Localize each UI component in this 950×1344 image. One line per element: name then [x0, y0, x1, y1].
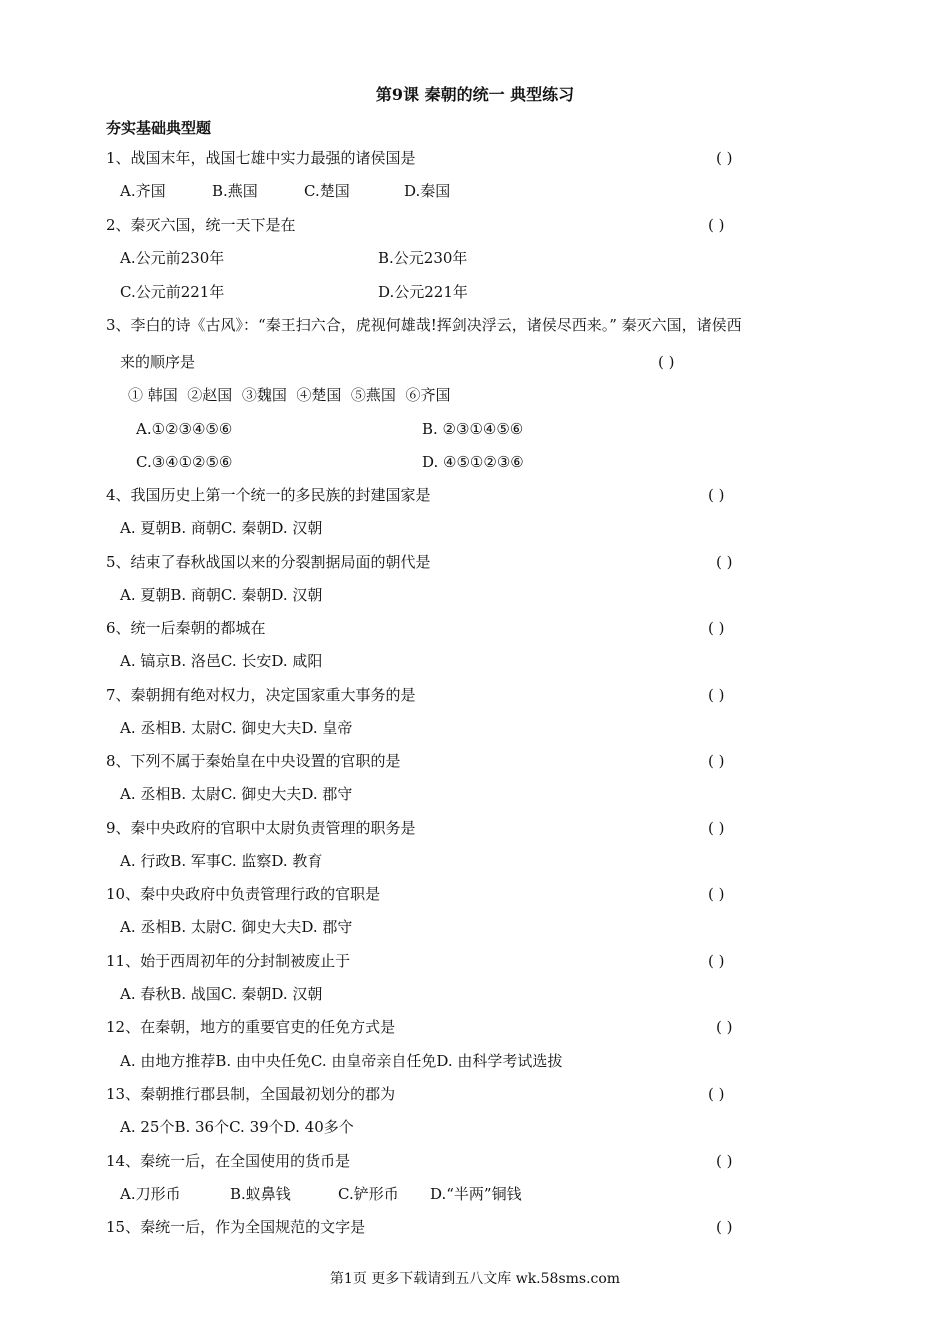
q8-options: A. 丞相B. 太尉C. 御史大夫D. 郡守	[120, 785, 353, 803]
question-7: 7、秦朝拥有绝对权力，决定国家重大事务的是	[106, 686, 416, 704]
question-1: 1、战国末年，战国七雄中实力最强的诸侯国是	[106, 149, 416, 167]
answer-paren-15: ( )	[716, 1218, 733, 1236]
q1-option-b: B.燕国	[212, 182, 258, 200]
q14-option-a: A.刀形币	[120, 1185, 181, 1203]
q11-options: A. 春秋B. 战国C. 秦朝D. 汉朝	[120, 985, 323, 1003]
answer-paren-14: ( )	[716, 1152, 733, 1170]
question-10: 10、秦中央政府中负责管理行政的官职是	[106, 885, 381, 903]
question-9: 9、秦中央政府的官职中太尉负责管理的职务是	[106, 819, 416, 837]
answer-paren-7: ( )	[708, 686, 725, 704]
question-4: 4、我国历史上第一个统一的多民族的封建国家是	[106, 486, 431, 504]
question-6: 6、统一后秦朝的都城在	[106, 619, 266, 637]
section-heading: 夯实基础典型题	[106, 119, 212, 137]
q2-option-d: D.公元221年	[378, 283, 468, 301]
answer-paren-3: ( )	[658, 353, 675, 371]
q6-options: A. 镐京B. 洛邑C. 长安D. 咸阳	[120, 652, 323, 670]
q9-options: A. 行政B. 军事C. 监察D. 教育	[120, 852, 323, 870]
answer-paren-2: ( )	[708, 216, 725, 234]
page-footer: 第1页 更多下载请到五八文库 wk.58sms.com	[329, 1271, 621, 1287]
q1-option-c: C.楚国	[304, 182, 350, 200]
question-2: 2、秦灭六国，统一天下是在	[106, 216, 296, 234]
q12-options: A. 由地方推荐B. 由中央任免C. 由皇帝亲自任免D. 由科学考试选拔	[120, 1052, 563, 1070]
q3-option-c: C.③④①②⑤⑥	[136, 453, 233, 471]
q14-option-d: D.“半两”铜钱	[430, 1185, 522, 1203]
question-13: 13、秦朝推行郡县制，全国最初划分的郡为	[106, 1085, 396, 1103]
question-11: 11、始于西周初年的分封制被废止于	[106, 952, 351, 970]
q3-option-b: B. ②③①④⑤⑥	[422, 420, 524, 438]
question-3-line-1: 3、李白的诗《古风》：“秦王扫六合，虎视何雄哉!挥剑决浮云，诸侯尽西来。” 秦灭六国，诸侯西	[106, 316, 742, 334]
answer-paren-1: ( )	[716, 149, 733, 167]
answer-paren-12: ( )	[716, 1018, 733, 1036]
q2-option-b: B.公元230年	[378, 249, 468, 267]
q1-option-d: D.秦国	[404, 182, 451, 200]
answer-paren-4: ( )	[708, 486, 725, 504]
q3-option-d: D. ④⑤①②③⑥	[422, 453, 524, 471]
q7-options: A. 丞相B. 太尉C. 御史大夫D. 皇帝	[120, 719, 353, 737]
answer-paren-10: ( )	[708, 885, 725, 903]
q4-options: A. 夏朝B. 商朝C. 秦朝D. 汉朝	[120, 519, 323, 537]
answer-paren-5: ( )	[716, 553, 733, 571]
q2-option-c: C.公元前221年	[120, 283, 225, 301]
answer-paren-9: ( )	[708, 819, 725, 837]
question-3-line-2: 来的顺序是	[120, 353, 196, 371]
q1-option-a: A.齐国	[120, 182, 166, 200]
q10-options: A. 丞相B. 太尉C. 御史大夫D. 郡守	[120, 918, 353, 936]
q3-option-a: A.①②③④⑤⑥	[136, 420, 233, 438]
answer-paren-6: ( )	[708, 619, 725, 637]
question-12: 12、在秦朝，地方的重要官吏的任免方式是	[106, 1018, 396, 1036]
answer-paren-13: ( )	[708, 1085, 725, 1103]
question-8: 8、下列不属于秦始皇在中央设置的官职的是	[106, 752, 401, 770]
q3-item-list: ① 韩国 ②赵国 ③魏国 ④楚国 ⑤燕国 ⑥齐国	[128, 386, 451, 404]
question-15: 15、秦统一后，作为全国规范的文字是	[106, 1218, 366, 1236]
q2-option-a: A.公元前230年	[120, 249, 225, 267]
q13-options: A. 25个B. 36个C. 39个D. 40多个	[120, 1118, 354, 1136]
question-14: 14、秦统一后，在全国使用的货币是	[106, 1152, 351, 1170]
q14-option-c: C.铲形币	[338, 1185, 399, 1203]
page-title: 第9课 秦朝的统一 典型练习	[375, 85, 575, 104]
q14-option-b: B.蚁鼻钱	[230, 1185, 291, 1203]
question-5: 5、结束了春秋战国以来的分裂割据局面的朝代是	[106, 553, 431, 571]
q5-options: A. 夏朝B. 商朝C. 秦朝D. 汉朝	[120, 586, 323, 604]
answer-paren-8: ( )	[708, 752, 725, 770]
answer-paren-11: ( )	[708, 952, 725, 970]
